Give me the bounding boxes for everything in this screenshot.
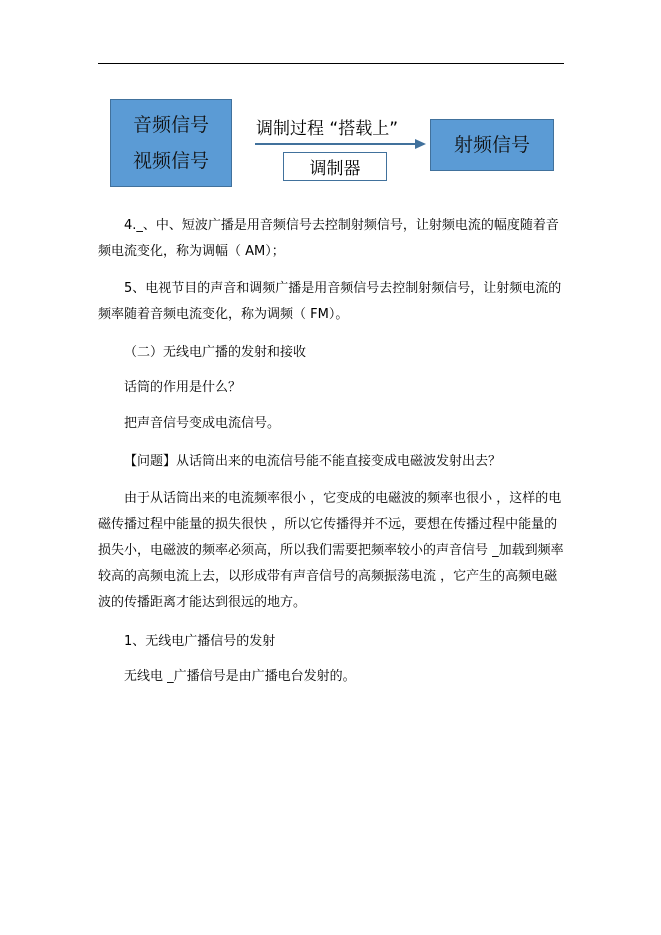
paragraph-am: 4._、中、短波广播是用音频信号去控制射频信号，让射频电流的幅度随着音频电流变化，称为调幅（ AM）； — [98, 218, 559, 259]
audio-signal-label: 音频信号 — [132, 114, 209, 136]
source-signals-box — [110, 99, 232, 187]
question-main: 【问题】从话筒出来的电流信号能不能直接变成电磁波发射出去？ — [124, 454, 502, 469]
modulation-diagram — [0, 0, 661, 200]
process-label: 调制过程 “搭载上” — [256, 119, 399, 139]
subheading-transmission: 1、无线电广播信号的发射 — [124, 634, 276, 649]
section-heading: （二）无线电广播的发射和接收 — [124, 345, 307, 360]
paragraph-last: 无线电 _广播信号是由广播电台发射的。 — [124, 669, 356, 684]
video-signal-label: 视频信号 — [132, 150, 209, 172]
rf-signal-label: 射频信号 — [453, 134, 530, 156]
answer-mic: 把声音信号变成电流信号。 — [124, 416, 281, 431]
rf-signal-box — [430, 119, 554, 171]
modulator-box: 调制器 — [283, 152, 387, 181]
paragraph-explanation: 由于从话筒出来的电流频率很小 ，它变成的电磁波的频率也很小 ，这样的电磁传播过程中能量的损失很快 ，所以它传播得并不远，要想在传播过程中能量的损失小，电磁波的频率必须高，所以我们需要把频率较小的声音信号 _加载到频率较高的高频电流上去，以形成带有声音信号的高频振荡电流 ，它产生的高频电磁波的传播距离才能达到很远的地方。 — [98, 491, 564, 610]
right-arrow-icon — [255, 138, 427, 150]
paragraph-fm: 5、电视节目的声音和调频广播是用音频信号去控制射频信号，让射频电流的频率随着音频电流变化，称为调频（ FM）。 — [98, 281, 562, 322]
question-mic: 话筒的作用是什么？ — [124, 380, 242, 395]
